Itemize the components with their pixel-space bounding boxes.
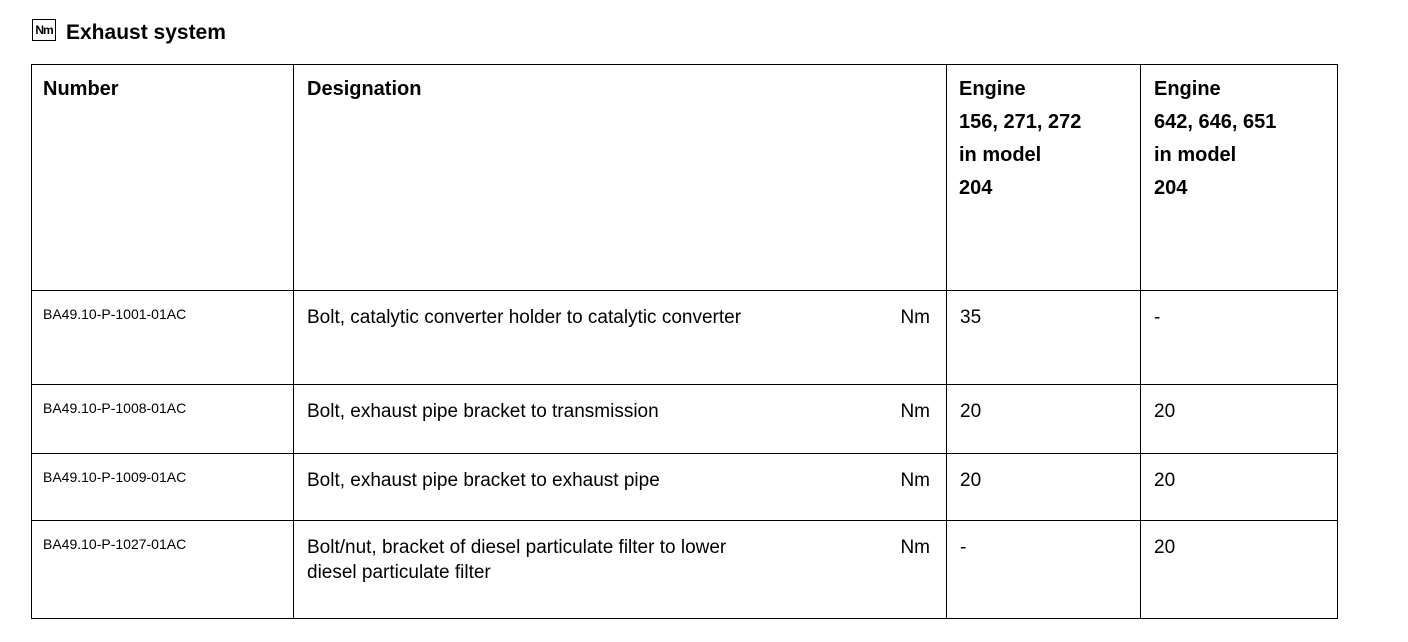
unit-label: Nm: [900, 307, 930, 328]
column-header-designation: Designation: [294, 65, 947, 291]
table-row: [32, 521, 1338, 619]
table-row: [32, 291, 1338, 385]
page-title: Exhaust system: [66, 21, 226, 44]
unit-label: Nm: [900, 401, 930, 422]
engine-1-line: Engine: [959, 78, 1026, 100]
torque-table: [31, 64, 1338, 619]
table-row: [32, 454, 1338, 521]
engine-2-line: Engine: [1154, 78, 1221, 100]
column-header-engine-2: [1141, 65, 1338, 291]
engine-1-line: 204: [959, 177, 993, 199]
designation-text: Bolt, exhaust pipe bracket to transmission: [307, 401, 659, 422]
cell-designation: [294, 521, 947, 619]
cell-engine-1-value: 35: [947, 291, 1141, 385]
cell-engine-1-value: -: [947, 521, 1141, 619]
designation-text: Bolt, exhaust pipe bracket to exhaust pipe: [307, 470, 660, 491]
cell-engine-2-value: -: [1141, 291, 1338, 385]
column-header-engine-1: [947, 65, 1141, 291]
cell-engine-1-value: 20: [947, 385, 1141, 454]
cell-designation: [294, 291, 947, 385]
unit-label: Nm: [900, 537, 930, 558]
engine-1-line: in model: [959, 144, 1042, 166]
cell-engine-1-value: 20: [947, 454, 1141, 521]
table-header-row: [32, 65, 1338, 291]
cell-number: BA49.10-P-1008-01AC: [32, 385, 294, 454]
engine-2-line: 642, 646, 651: [1154, 111, 1277, 133]
cell-engine-2-value: 20: [1141, 521, 1338, 619]
section-header: [32, 18, 226, 48]
engine-2-line: 204: [1154, 177, 1188, 199]
designation-text: Bolt/nut, bracket of diesel particulate filter to lower diesel particulate filter: [307, 537, 727, 583]
cell-engine-2-value: 20: [1141, 385, 1338, 454]
designation-text: Bolt, catalytic converter holder to catalytic converter: [307, 307, 742, 328]
cell-number: BA49.10-P-1001-01AC: [32, 291, 294, 385]
cell-number: BA49.10-P-1009-01AC: [32, 454, 294, 521]
cell-number: BA49.10-P-1027-01AC: [32, 521, 294, 619]
engine-1-line: 156, 271, 272: [959, 111, 1082, 133]
torque-nm-icon: Nm: [32, 19, 56, 41]
column-header-number: Number: [32, 65, 294, 291]
cell-engine-2-value: 20: [1141, 454, 1338, 521]
cell-designation: [294, 385, 947, 454]
cell-designation: [294, 454, 947, 521]
unit-label: Nm: [900, 470, 930, 491]
table-row: [32, 385, 1338, 454]
engine-2-line: in model: [1154, 144, 1237, 166]
